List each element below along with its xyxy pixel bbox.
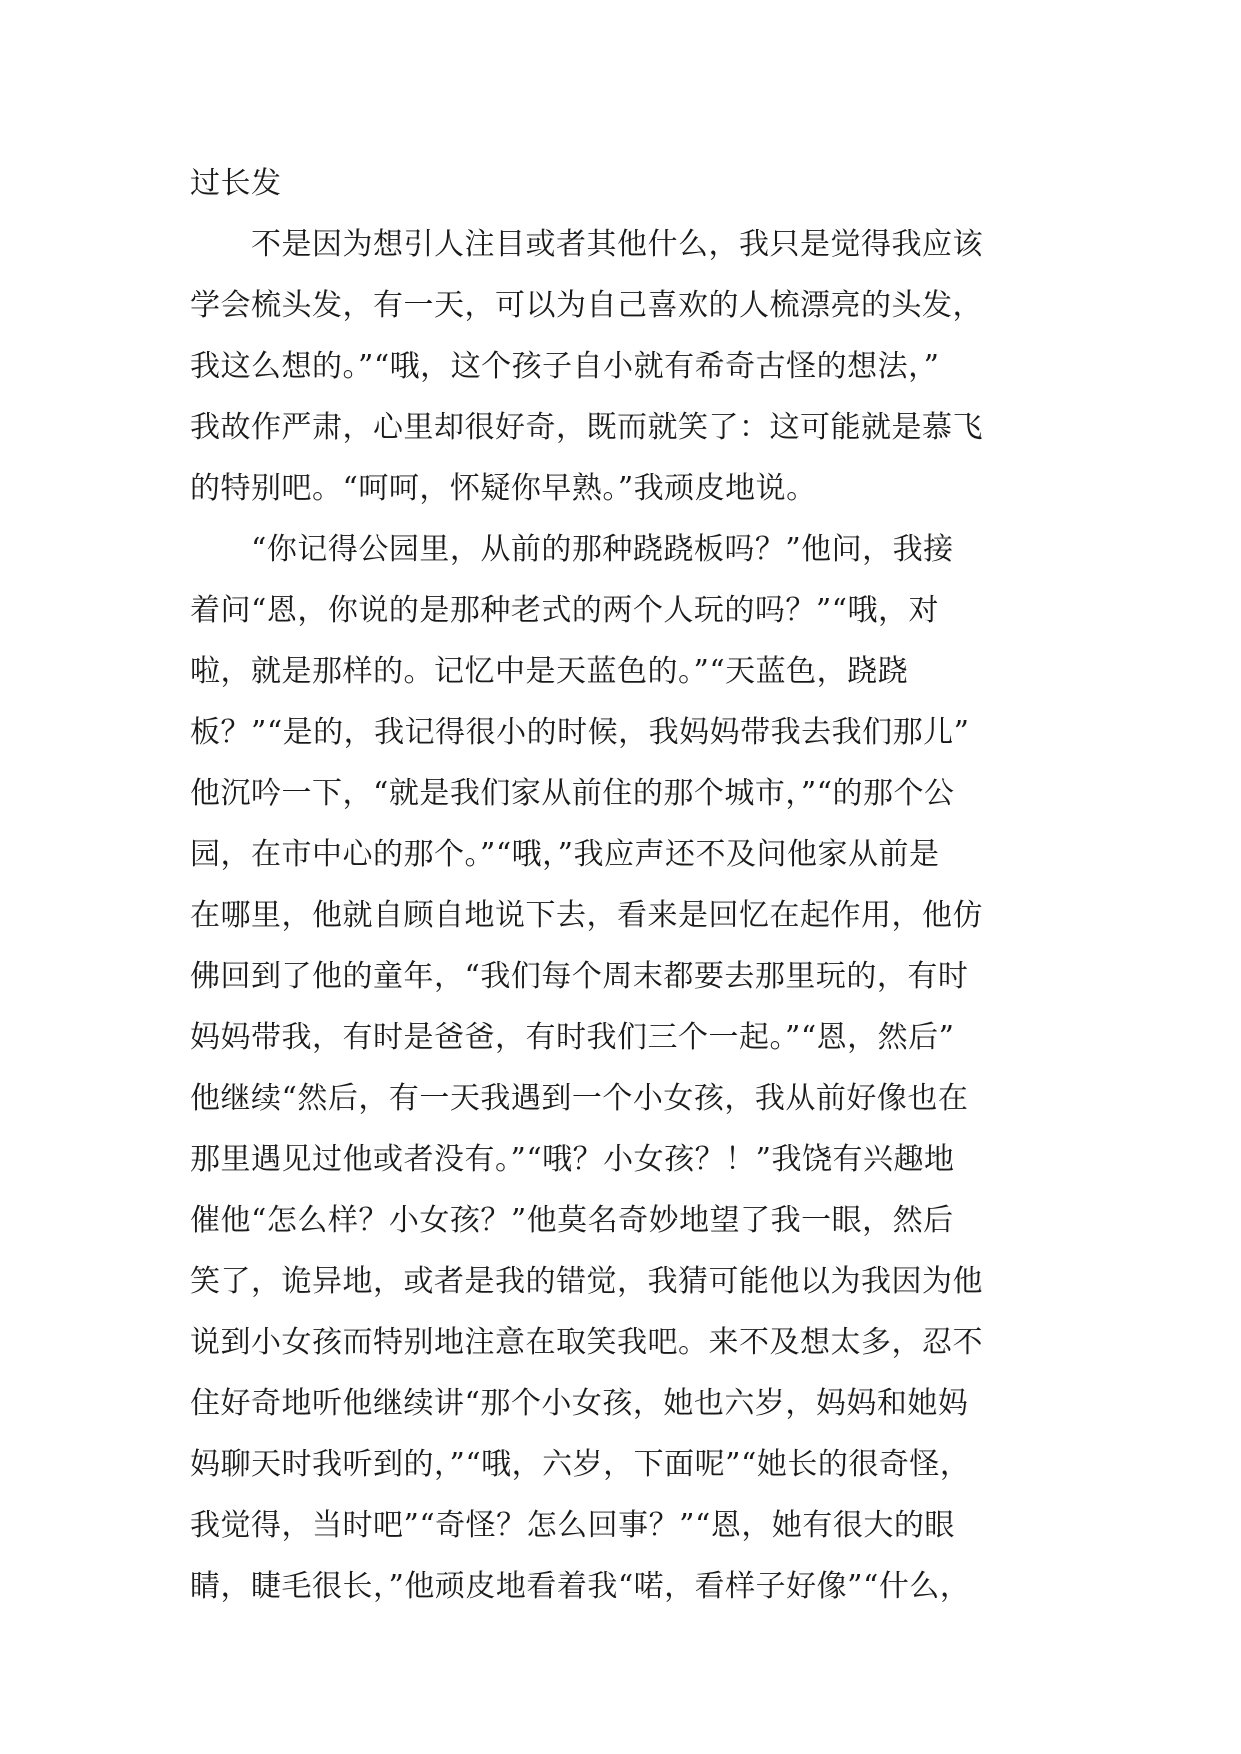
text-line: 催他“怎么样？小女孩？”他莫名奇妙地望了我一眼，然后 [190,1203,954,1238]
text-line: 妈聊天时我听到的，”“哦，六岁，下面呢”“她长的很奇怪， [190,1447,971,1482]
text-line: 我故作严肃，心里却很好奇，既而就笑了：这可能就是慕飞 [190,410,983,445]
text-line: 佛回到了他的童年，“我们每个周末都要去那里玩的，有时 [190,959,969,994]
text-line: 着问“恩，你说的是那种老式的两个人玩的吗？”“哦，对 [190,593,940,628]
text-line: 园，在市中心的那个。”“哦，”我应声还不及问他家从前是 [190,837,940,872]
text-line: 学会梳头发，有一天，可以为自己喜欢的人梳漂亮的头发， [190,288,983,323]
text-line: 不是因为想引人注目或者其他什么，我只是觉得我应该 [190,227,983,262]
text-line: 他继续“然后，有一天我遇到一个小女孩，我从前好像也在 [190,1081,969,1116]
text-line: 住好奇地听他继续讲“那个小女孩，她也六岁，妈妈和她妈 [190,1386,969,1421]
text-line: 啦，就是那样的。记忆中是天蓝色的。”“天蓝色，跷跷 [190,654,909,689]
text-line: 过长发 [190,166,282,201]
text-line: 笑了，诡异地，或者是我的错觉，我猜可能他以为我因为他 [190,1264,983,1299]
text-line: 妈妈带我，有时是爸爸，有时我们三个一起。”“恩，然后” [190,1020,955,1055]
text-line: “你记得公园里，从前的那种跷跷板吗？”他问，我接 [190,532,954,567]
text-line: 板？”“是的，我记得很小的时候，我妈妈带我去我们那儿” [190,715,970,750]
text-line: 的特别吧。“呵呵，怀疑你早熟。”我顽皮地说。 [190,471,817,506]
text-line: 那里遇见过他或者没有。”“哦？小女孩？！”我饶有兴趣地 [190,1142,955,1177]
text-line: 说到小女孩而特别地注意在取笑我吧。来不及想太多，忍不 [190,1325,983,1360]
body-text [190,153,1060,1617]
text-line: 他沉吟一下，“就是我们家从前住的那个城市，”“的那个公 [190,776,955,811]
text-line: 在哪里，他就自顾自地说下去，看来是回忆在起作用，他仿 [190,898,983,933]
text-line: 我觉得，当时吧”“奇怪？怎么回事？”“恩，她有很大的眼 [190,1508,955,1543]
text-line: 我这么想的。”“哦，这个孩子自小就有希奇古怪的想法，” [190,349,940,384]
text-line: 睛，睫毛很长，”他顽皮地看着我“喏，看样子好像”“什么， [190,1569,971,1604]
